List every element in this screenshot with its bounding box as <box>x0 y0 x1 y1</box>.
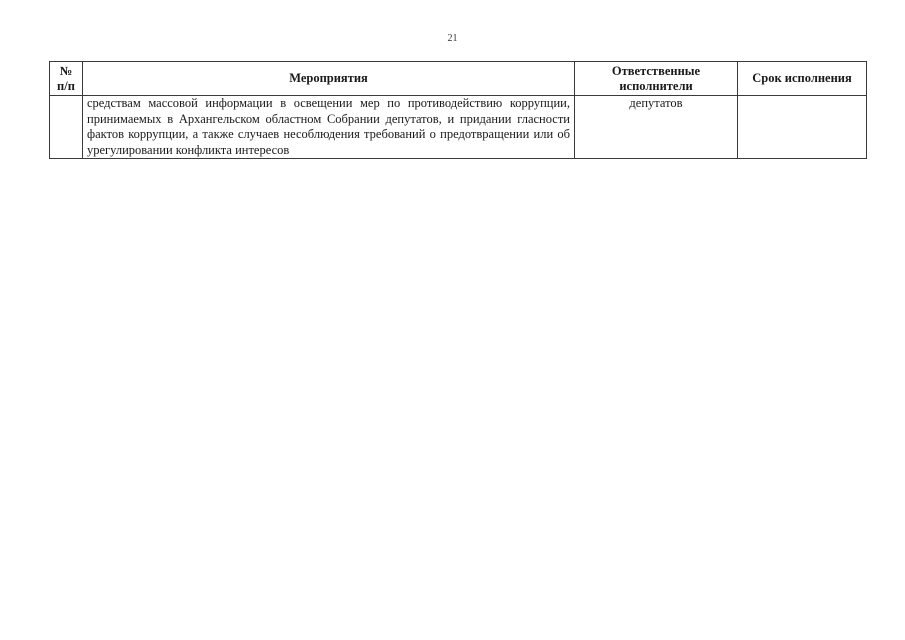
page-number: 21 <box>447 33 458 44</box>
cell-responsible: депутатов <box>575 96 738 159</box>
cell-event: средствам массовой информации в освещении мер по противодействию коррупции, принимаемых в Архангельском областном Собрании депутатов, и придании гласности фактов коррупции, а также случаев несоблюдения требований о предотвращении или об урегулировании конфликта интересов <box>83 96 575 159</box>
cell-num <box>50 96 83 159</box>
table-header-row <box>50 62 867 96</box>
cell-term <box>738 96 867 159</box>
table-row <box>50 96 867 159</box>
header-responsible: Ответственные исполнители <box>575 62 738 96</box>
header-event: Мероприятия <box>83 62 575 96</box>
measures-table <box>49 61 867 159</box>
header-term: Срок исполнения <box>738 62 867 96</box>
header-num: № п/п <box>50 62 83 96</box>
